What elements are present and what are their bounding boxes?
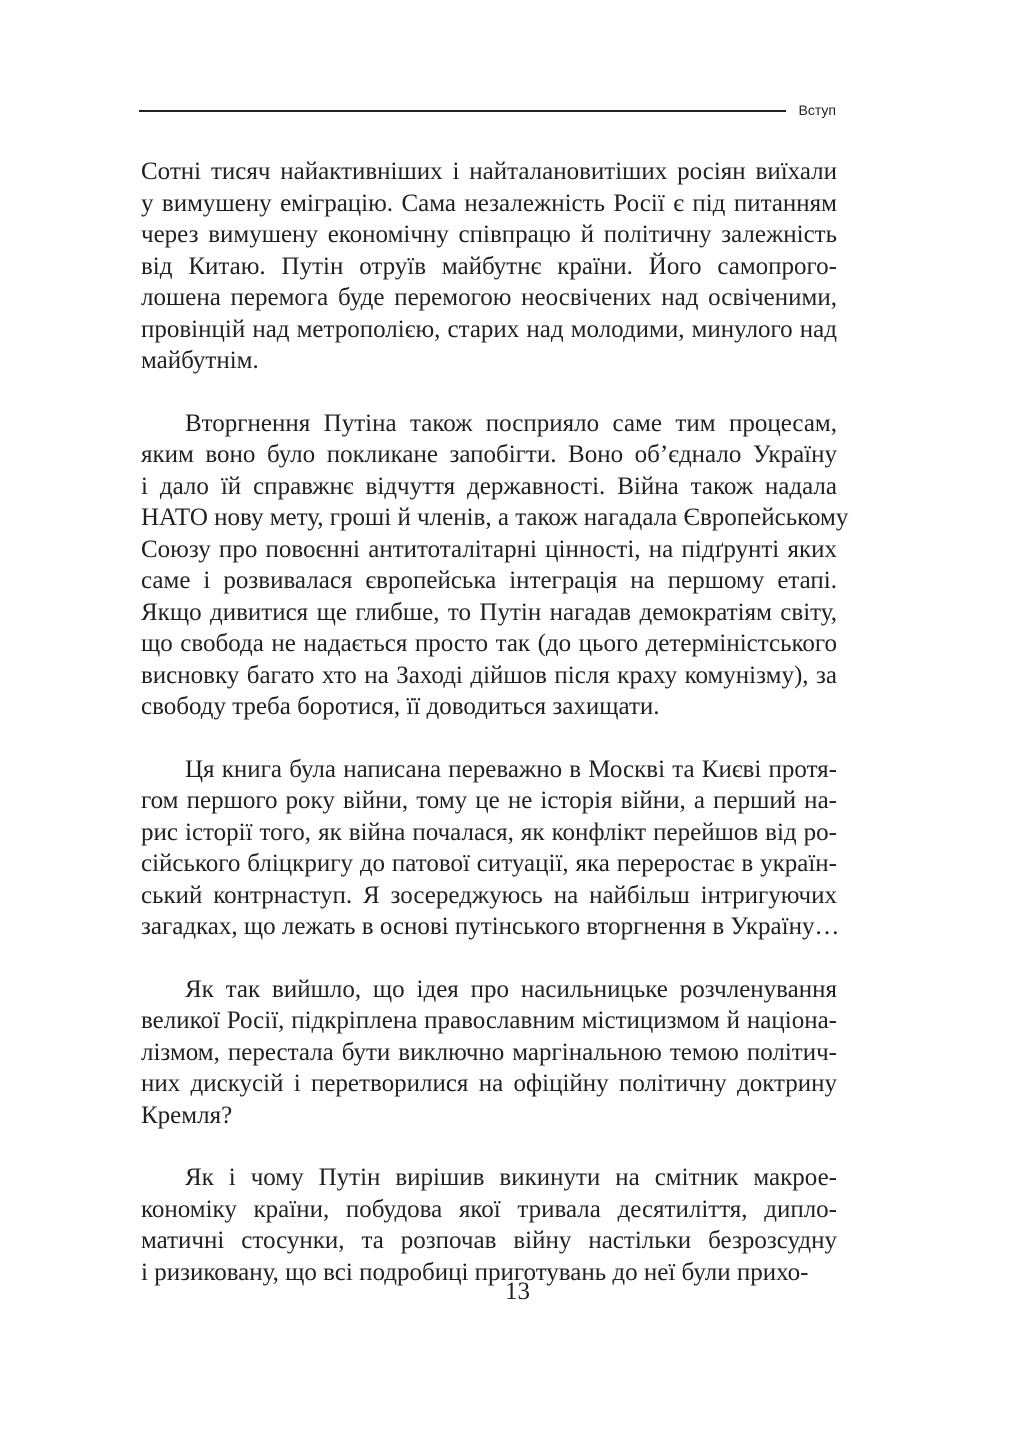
text-line: Ця книга була написана переважно в Москві та Києві протя- [185, 755, 837, 783]
text-line: великої Росії, підкріплена православним містицизмом й націона- [141, 1007, 837, 1034]
text-line: і дало їй справжнє відчуття державності. Війна також надала [141, 472, 837, 500]
text-line: лошена перемога буде перемогою неосвічених над освіченими, [141, 284, 837, 311]
text-line: них дискусій і перетворилися на офіційну політичну доктрину [141, 1070, 837, 1097]
text-line: у вимушену еміграцію. Сама незалежність Росії є під питанням [141, 189, 837, 217]
paragraph [141, 1162, 837, 1288]
text-line: Вторгнення Путіна також посприяло саме тим процесам, [185, 409, 837, 437]
text-line: гом першого року війни, тому це не історія війни, а перший на- [141, 787, 837, 814]
running-head [139, 99, 836, 123]
text-line: і ризиковану, що всі подробиці приготувань до неї були прихо- [141, 1258, 809, 1286]
text-line: Союзу про повоєнні антитоталітарні цінності, на підґрунті яких [141, 535, 837, 563]
paragraph [141, 156, 837, 377]
text-line: ський контрнаступ. Я зосереджуюсь на найбільш інтригуючих [141, 881, 837, 909]
text-line: від Китаю. Путін отруїв майбутнє країни. Його самопрого- [141, 252, 837, 280]
text-line: свободу треба боротися, її доводиться захищати. [141, 693, 660, 720]
body-text [141, 156, 849, 1288]
text-line: Кремля? [141, 1101, 233, 1129]
text-line: Як так вийшло, що ідея про насильницьке розчленування [185, 975, 837, 1003]
paragraph [141, 408, 849, 723]
paragraph [141, 974, 837, 1132]
text-line: матичні стосунки, та розпочав війну настільки безрозсудну [141, 1227, 837, 1254]
text-line: загадках, що лежать в основі путінського вторгнення в Україну… [141, 913, 840, 940]
text-line: сійського бліцкригу до патової ситуації, яка переростає в україн- [141, 850, 837, 877]
page-number: 13 [505, 1278, 530, 1305]
text-line: провінцій над метрополією, старих над молодими, минулого над [141, 315, 837, 343]
text-line: яким воно було покликане запобігти. Воно об’єднало Україну [141, 441, 837, 468]
text-line: Сотні тисяч найактивніших і найталановитіших росіян виїхали [141, 158, 837, 185]
text-line: рис історії того, як війна почалася, як конфлікт перейшов від ро- [141, 818, 837, 846]
text-line: саме і розвивалася європейська інтеграція на першому етапі. [141, 567, 837, 594]
text-line: через вимушену економічну співпрацю й політичну залежність [141, 221, 837, 248]
paragraph [141, 754, 840, 943]
text-line: висновку багато хто на Заході дійшов після краху комунізму), за [141, 661, 837, 689]
text-line: Як і чому Путін вирішив викинути на смітник макрое- [185, 1164, 837, 1191]
text-line: лізмом, перестала бути виключно маргінальною темою політич- [141, 1038, 837, 1066]
header-rule [139, 110, 786, 112]
text-line: Якщо дивитися ще глибше, то Путін нагадав демократіям світу, [141, 598, 837, 626]
text-line: майбутнім. [141, 347, 259, 374]
text-line: кономіку країни, побудова якої тривала десятиліття, дипло- [141, 1195, 837, 1223]
section-title: Вступ [798, 102, 836, 118]
text-line: НАТО нову мету, гроші й членів, а також нагадала Європейському [141, 504, 849, 531]
text-line: що свобода не надається просто так (до цього детерміністського [141, 630, 837, 657]
